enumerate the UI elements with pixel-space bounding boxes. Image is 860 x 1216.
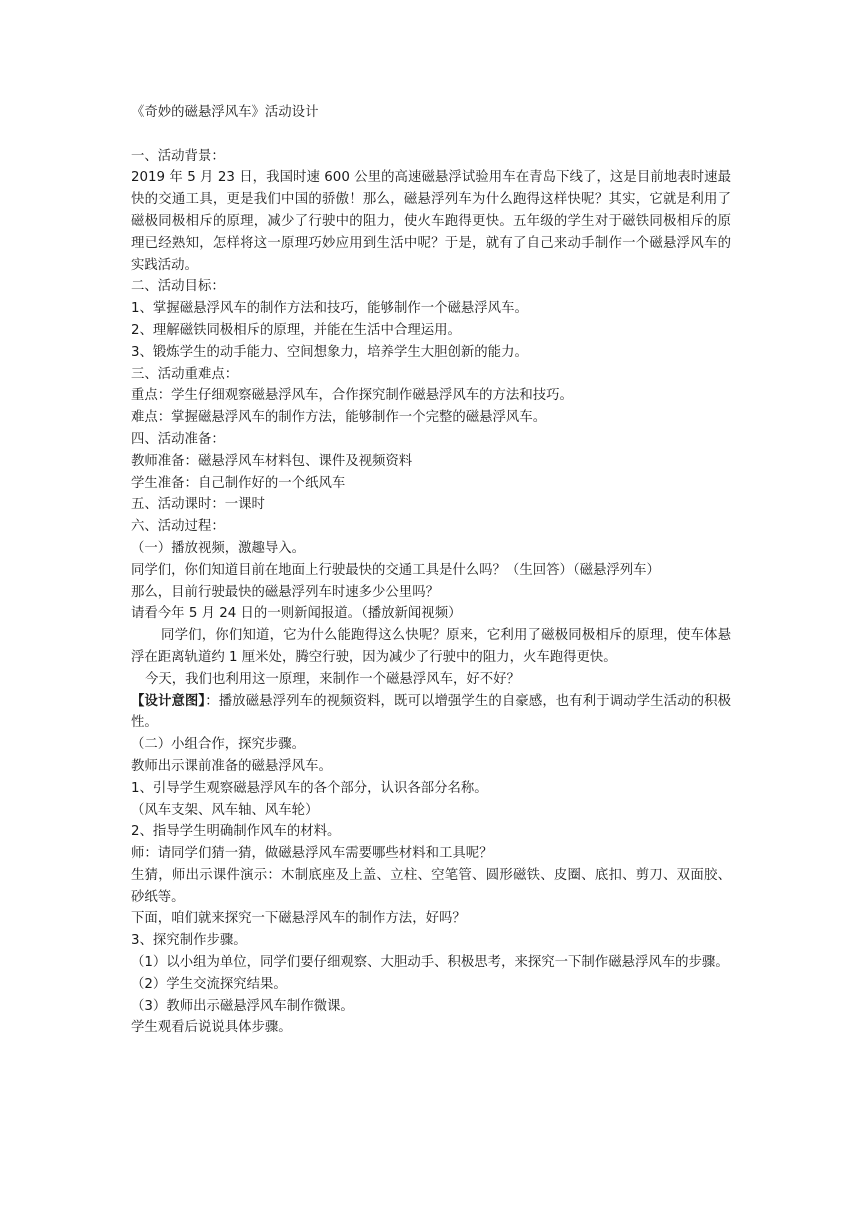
- section-heading: 二、活动目标：: [131, 279, 225, 295]
- paragraph: 教师出示课前准备的磁悬浮风车。: [131, 758, 332, 774]
- paragraph: 1、引导学生观察磁悬浮风车的各个部分，认识各部分名称。: [131, 780, 488, 796]
- paragraph: 请看今年 5 月 24 日的一则新闻报道。（播放新闻视频）: [131, 606, 462, 622]
- paragraph: 2019 年 5 月 23 日，我国时速 600 公里的高速磁悬浮试验用车在青岛下线了，这是目前地表时速最快的交通工具，更是我们中国的骄傲！那么，磁悬浮列车为什么跑得这样快呢？其实，它就是利用了磁极同极相斥的原理，减少了行驶中的阻力，使火车跑得更快。五年级的学生对于磁铁同极相斥的原理已经熟知，怎样将这一原理巧妙应用到生活中呢？于是，就有了自己来动手制作一个磁悬浮风车的实践活动。: [131, 170, 731, 273]
- paragraph: （3）教师出示磁悬浮风车制作微课。: [131, 998, 354, 1014]
- paragraph: 同学们，你们知道目前在地面上行驶最快的交通工具是什么吗？（生回答）（磁悬浮列车）: [131, 562, 660, 578]
- paragraph: 3、锻炼学生的动手能力、空间想象力，培养学生大胆创新的能力。: [131, 344, 528, 360]
- paragraph: 生猜，师出示课件演示：木制底座及上盖、立柱、空笔管、圆形磁铁、皮圈、底扣、剪刀、双面胶、砂纸等。: [131, 867, 731, 905]
- paragraph: 那么，目前行驶最快的磁悬浮列车时速多少公里吗？: [131, 584, 439, 600]
- paragraph: （2）学生交流探究结果。: [131, 976, 287, 992]
- section-heading: 三、活动重难点：: [131, 366, 239, 382]
- paragraph: 3、探究制作步骤。: [131, 933, 247, 949]
- section-heading: 四、活动准备：: [131, 431, 225, 447]
- paragraph: 2、理解磁铁同极相斥的原理，并能在生活中合理运用。: [131, 322, 461, 338]
- paragraph: 难点：掌握磁悬浮风车的制作方法，能够制作一个完整的磁悬浮风车。: [131, 410, 547, 426]
- design-intent-label: 【设计意图】: [131, 693, 206, 709]
- document-title: 《奇妙的磁悬浮风车》活动设计: [131, 105, 319, 120]
- paragraph: 学生观看后说说具体步骤。: [131, 1020, 292, 1036]
- section-heading: 六、活动过程：: [131, 519, 225, 535]
- paragraph: [131, 691, 731, 735]
- paragraph: （一）播放视频，激趣导入。: [131, 540, 306, 556]
- paragraph: 今天，我们也利用这一原理，来制作一个磁悬浮风车，好不好？: [145, 671, 520, 687]
- paragraph: 1、掌握磁悬浮风车的制作方法和技巧，能够制作一个磁悬浮风车。: [131, 301, 528, 317]
- design-intent-text: ：播放磁悬浮列车的视频资料，既可以增强学生的自豪感，也有利于调动学生活动的积极性。: [131, 693, 731, 731]
- paragraph: 2、指导学生明确制作风车的材料。: [131, 824, 341, 840]
- section-heading: 一、活动背景：: [131, 148, 225, 164]
- paragraph: 重点：学生仔细观察磁悬浮风车，合作探究制作磁悬浮风车的方法和技巧。: [131, 388, 573, 404]
- paragraph: 下面，咱们就来探究一下磁悬浮风车的制作方法，好吗？: [131, 911, 466, 927]
- paragraph: （1）以小组为单位，同学们要仔细观察、大胆动手、积极思考，来探究一下制作磁悬浮风车的步骤。: [131, 955, 729, 971]
- paragraph: 同学们，你们知道，它为什么能跑得这么快呢？原来，它利用了磁极同极相斥的原理，使车体悬浮在距离轨道约 1 厘米处，腾空行驶，因为减少了行驶中的阻力，火车跑得更快。: [131, 628, 731, 665]
- paragraph: 学生准备：自己制作好的一个纸风车: [131, 475, 346, 491]
- paragraph: 教师准备：磁悬浮风车材料包、课件及视频资料: [131, 453, 413, 469]
- paragraph-list: [131, 146, 731, 1040]
- paragraph: （风车支架、风车轴、风车轮）: [131, 802, 319, 818]
- paragraph: （二）小组合作，探究步骤。: [131, 737, 306, 753]
- section-heading: 五、活动课时：一课时: [131, 497, 265, 513]
- paragraph: 师：请同学们猜一猜，做磁悬浮风车需要哪些材料和工具呢？: [131, 846, 493, 862]
- document-body: [131, 102, 731, 1039]
